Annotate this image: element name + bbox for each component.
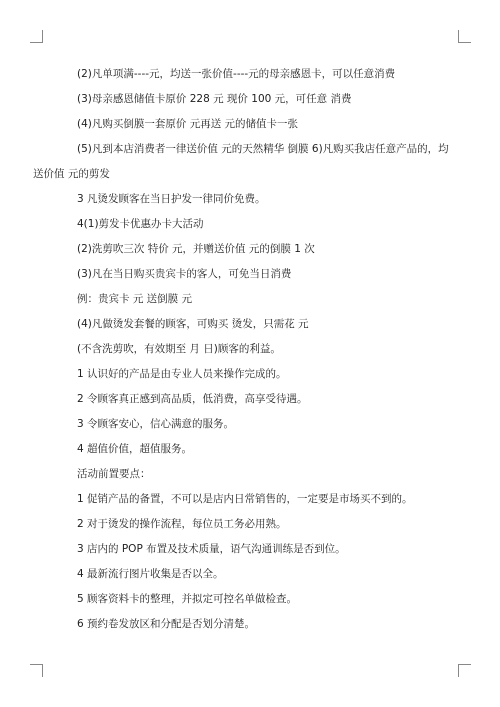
crop-mark-bottom-left: [30, 664, 43, 677]
section-heading: 活动前置要点：: [77, 468, 151, 480]
crop-mark-bottom-right: [458, 664, 471, 677]
text-line: 4(1)剪发卡优惠办卡大活动: [77, 218, 204, 230]
text-line: 2 令顾客真正感到高品质，低消费，高享受待遇。: [77, 393, 308, 405]
text-line: 5 顾客资料卡的整理，并拟定可控名单做检查。: [77, 593, 298, 605]
text-line: 1 促销产品的备置，不可以是店内日常销售的，一定要是市场买不到的。: [77, 493, 413, 505]
text-line: (3)凡在当日购买贵宾卡的客人，可免当日消费: [77, 268, 292, 280]
text-line: 3 令顾客安心，信心满意的服务。: [77, 418, 235, 430]
crop-mark-top-left: [30, 30, 43, 43]
text-line: (不含洗剪吹，有效期至 月 日)顾客的利益。: [77, 343, 281, 355]
text-line-continuation: 送价值 元的剪发: [33, 168, 110, 180]
text-line: 4 最新流行图片收集是否以全。: [77, 568, 224, 580]
text-line: (4)凡做烫发套餐的顾客，可购买 烫发，只需花 元: [77, 318, 309, 330]
text-line: 1 认识好的产品是由专业人员来操作完成的。: [77, 368, 287, 380]
text-line: (2)凡单项满----元，均送一张价值----元的母亲感恩卡，可以任意消费: [77, 68, 396, 80]
text-line: (3)母亲感恩储值卡原价 228 元 现价 100 元，可任意 消费: [77, 93, 352, 105]
crop-mark-top-right: [458, 30, 471, 43]
text-line: (2)洗剪吹三次 特价 元，并赠送价值 元的倒膜 1 次: [77, 243, 315, 255]
text-line: 3 凡烫发顾客在当日护发一律同价免费。: [77, 193, 266, 205]
text-line: 3 店内的 POP 布置及技术质量，语气沟通训练是否到位。: [77, 543, 346, 555]
text-line: (4)凡购买倒膜一套原价 元再送 元的储值卡一张: [77, 118, 299, 130]
text-line: 2 对于烫发的操作流程，每位员工务必用熟。: [77, 518, 287, 530]
text-line: 4 超值价值，超值服务。: [77, 443, 193, 455]
text-line: (5)凡到本店消费者一律送价值 元的天然精华 倒膜 6)凡购买我店任意产品的，均: [77, 143, 449, 155]
text-line: 例：贵宾卡 元 送倒膜 元: [77, 293, 193, 305]
document-body: [33, 68, 457, 643]
text-line: 6 预约卷发放区和分配是否划分清楚。: [77, 618, 256, 630]
